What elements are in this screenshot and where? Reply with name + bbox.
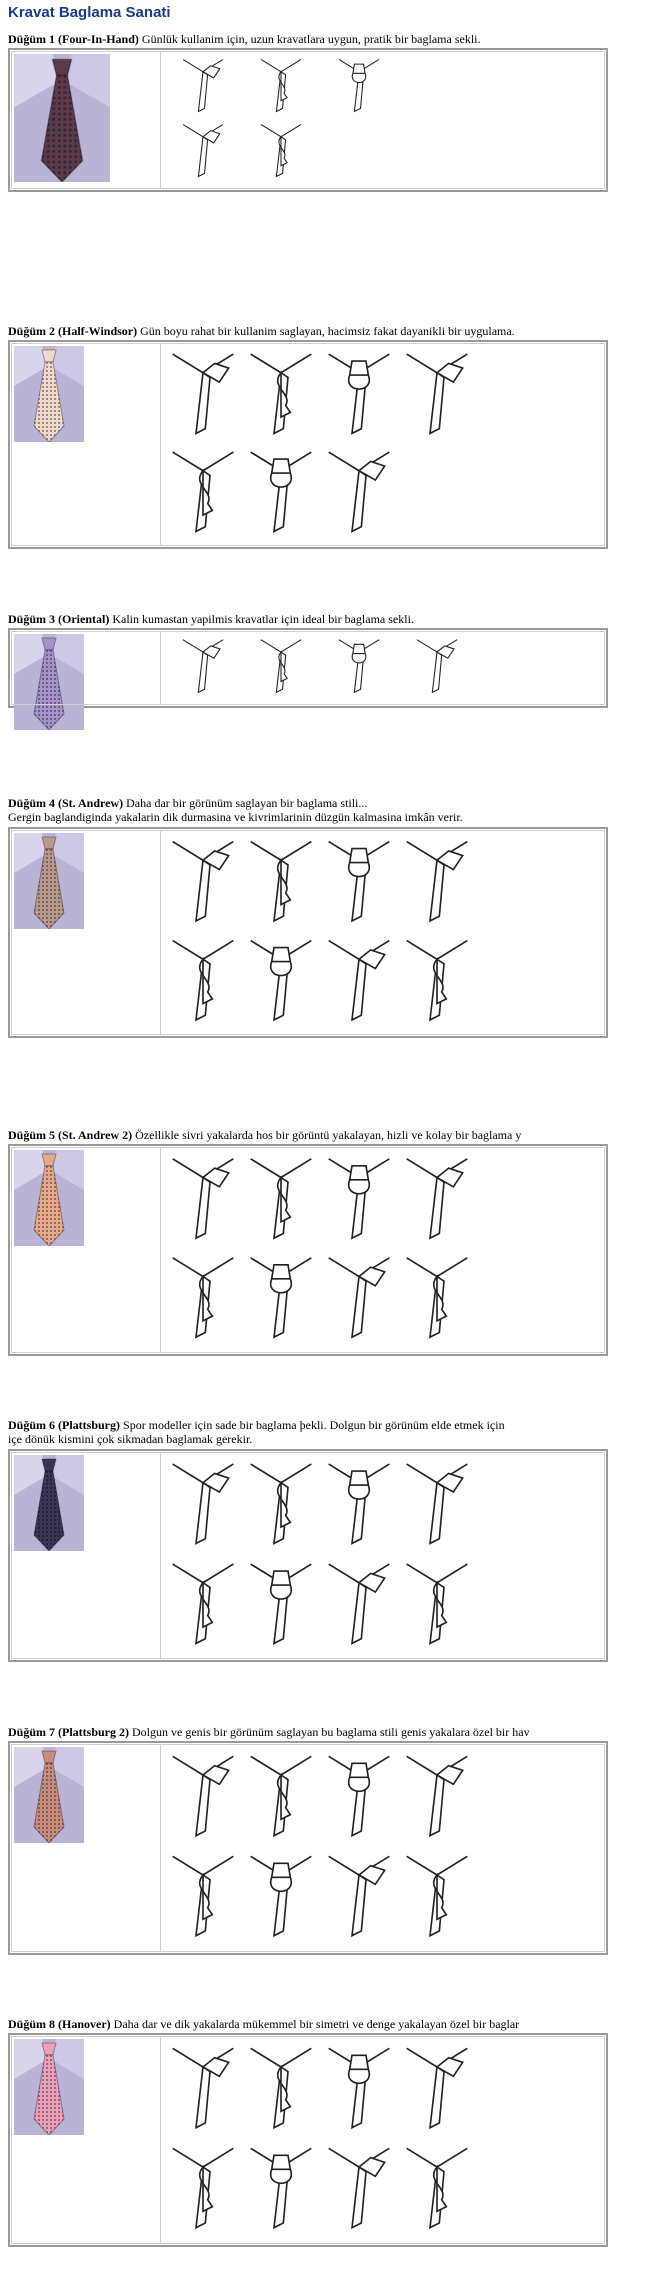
knot-name: Düğüm 2 (Half-Windsor) (8, 324, 138, 338)
knot-step-diagram (168, 1250, 238, 1350)
knot-step-diagram (246, 2040, 316, 2141)
section-st-andrew (8, 796, 649, 1038)
section-four-in-hand (8, 32, 649, 192)
knot-step-diagram (402, 834, 472, 934)
knot-step-diagram (402, 2040, 472, 2141)
diagram-frame (8, 628, 608, 708)
knot-step-diagram (402, 635, 472, 702)
knot-step-diagram (246, 120, 316, 186)
diagram-frame (8, 827, 608, 1038)
knot-name: Düğüm 4 (St. Andrew) (8, 796, 124, 810)
knot-step-diagram (246, 55, 316, 121)
knot-step-diagram (168, 2140, 238, 2241)
steps-panel (162, 52, 604, 188)
section-heading (8, 1725, 649, 1739)
knot-step-diagram (168, 834, 238, 934)
section-plattsburg (8, 1418, 649, 1662)
steps-panel (162, 344, 604, 545)
tie-photo (14, 346, 84, 447)
knot-step-diagram (246, 445, 316, 544)
knot-step-diagram (324, 2040, 394, 2141)
knot-step-diagram (324, 55, 394, 121)
knot-step-diagram (168, 1748, 238, 1849)
steps-panel (162, 1148, 604, 1352)
tie-photo (14, 634, 84, 735)
section-oriental (8, 612, 649, 708)
section-heading (8, 612, 649, 626)
knot-step-diagram (324, 1151, 394, 1251)
diagram-frame (8, 2033, 608, 2247)
knot-name: Düğüm 5 (St. Andrew 2) (8, 1128, 133, 1142)
steps-panel (162, 831, 604, 1034)
steps-panel (162, 2037, 604, 2243)
knot-description: Kalin kumastan yapilmis kravatlar için ideal bir baglama sekli. (109, 612, 414, 626)
knot-step-diagram (324, 1848, 394, 1949)
tie-photo (14, 2039, 84, 2140)
steps-panel (162, 632, 604, 704)
steps-panel (162, 1453, 604, 1658)
diagram-frame (8, 1741, 608, 1955)
section-heading (8, 324, 649, 338)
knot-step-diagram (246, 1748, 316, 1849)
knot-step-diagram (324, 1250, 394, 1350)
steps-panel (162, 1745, 604, 1951)
page-title: Kravat Baglama Sanati (8, 4, 171, 21)
section-hanover (8, 2017, 649, 2247)
knot-step-diagram (402, 2140, 472, 2241)
knot-description: Daha dar bir görünüm saglayan bir baglama stili... (123, 796, 368, 810)
tie-photo (14, 1747, 84, 1848)
knot-description: Günlük kullanim için, uzun kravatlara uygun, pratik bir baglama sekli. (138, 32, 481, 46)
knot-name: Düğüm 3 (Oriental) (8, 612, 110, 626)
knot-step-diagram (324, 635, 394, 702)
knot-step-diagram (246, 635, 316, 702)
knot-name: Düğüm 1 (Four-In-Hand) (8, 32, 139, 46)
knot-step-diagram (324, 2140, 394, 2241)
section-st-andrew-2 (8, 1128, 649, 1356)
section-heading (8, 1418, 649, 1432)
knot-name: Düğüm 6 (Plattsburg) (8, 1418, 121, 1432)
knot-step-diagram (324, 1748, 394, 1849)
knot-step-diagram (168, 1151, 238, 1251)
section-heading (8, 796, 649, 810)
knot-step-diagram (168, 1456, 238, 1557)
diagram-frame (8, 48, 608, 192)
knot-step-diagram (168, 1556, 238, 1657)
knot-description: Gün boyu rahat bir kullanim saglayan, hacimsiz fakat dayanikli bir uygulama. (137, 324, 515, 338)
section-heading-line2: içe dönük kismini çok sikmadan baglamak gerekir. (8, 1432, 253, 1446)
knot-step-diagram (246, 1456, 316, 1557)
section-heading (8, 2017, 649, 2031)
knot-step-diagram (246, 1250, 316, 1350)
knot-step-diagram (402, 1250, 472, 1350)
knot-step-diagram (168, 933, 238, 1033)
diagram-frame (8, 340, 608, 549)
tie-photo (14, 1150, 84, 1251)
diagram-frame (8, 1144, 608, 1356)
section-heading (8, 32, 649, 46)
knot-step-diagram (246, 1848, 316, 1949)
knot-name: Düğüm 7 (Plattsburg 2) (8, 1725, 130, 1739)
knot-step-diagram (402, 1151, 472, 1251)
knot-description: Spor modeller için sade bir baglama þekli. Dolgun bir görünüm elde etmek için (120, 1418, 505, 1432)
knot-step-diagram (168, 1848, 238, 1949)
knot-step-diagram (324, 445, 394, 544)
knot-step-diagram (402, 1456, 472, 1557)
knot-step-diagram (246, 933, 316, 1033)
section-heading-line2: Gergin baglandiginda yakalarin dik durmasina ve kivrimlarinin düzgün kalmasina imkân verir. (8, 810, 463, 824)
knot-description: Dolgun ve genis bir görünüm saglayan bu baglama stili genis yakalara özel bir hav (129, 1725, 530, 1739)
knot-step-diagram (402, 1848, 472, 1949)
knot-step-diagram (168, 55, 238, 121)
knot-step-diagram (324, 347, 394, 446)
knot-description: Daha dar ve dik yakalarda mükemmel bir simetri ve denge yakalayan özel bir baglar (110, 2017, 520, 2031)
tie-photo (14, 54, 110, 187)
tie-photo (14, 833, 84, 934)
knot-step-diagram (324, 1556, 394, 1657)
knot-step-diagram (402, 1556, 472, 1657)
tie-photo (14, 1455, 84, 1556)
knot-step-diagram (246, 2140, 316, 2241)
knot-step-diagram (246, 1151, 316, 1251)
knot-step-diagram (402, 933, 472, 1033)
knot-step-diagram (324, 834, 394, 934)
knot-name: Düğüm 8 (Hanover) (8, 2017, 111, 2031)
knot-step-diagram (168, 120, 238, 186)
knot-description: Özellikle sivri yakalarda hos bir görüntü yakalayan, hizli ve kolay bir baglama y (132, 1128, 522, 1142)
knot-step-diagram (324, 1456, 394, 1557)
section-half-windsor (8, 324, 649, 549)
section-heading (8, 1128, 649, 1142)
knot-step-diagram (168, 445, 238, 544)
knot-step-diagram (246, 834, 316, 934)
knot-step-diagram (324, 933, 394, 1033)
knot-step-diagram (168, 2040, 238, 2141)
knot-step-diagram (168, 347, 238, 446)
knot-step-diagram (168, 635, 238, 702)
section-plattsburg-2 (8, 1725, 649, 1955)
knot-step-diagram (246, 347, 316, 446)
knot-step-diagram (402, 1748, 472, 1849)
diagram-frame (8, 1449, 608, 1662)
knot-step-diagram (246, 1556, 316, 1657)
knot-step-diagram (402, 347, 472, 446)
